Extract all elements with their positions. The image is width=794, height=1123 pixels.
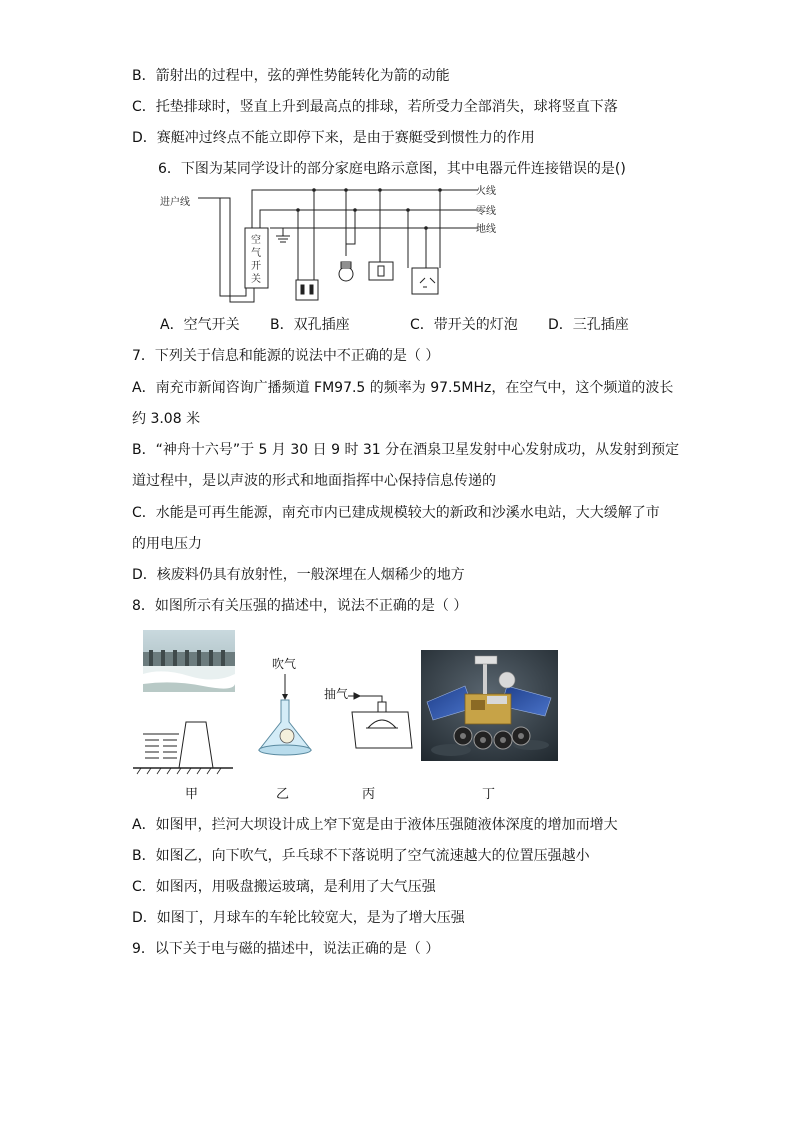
q6-stem: 6．下图为某同学设计的部分家庭电路示意图，其中电器元件连接错误的是() bbox=[158, 161, 626, 177]
q8-option-c: C．如图丙，用吸盘搬运玻璃，是利用了大气压强 bbox=[132, 879, 436, 895]
air-switch-char-3: 开 bbox=[251, 261, 261, 272]
q6-option-d: D．三孔插座 bbox=[548, 317, 629, 333]
q8-stem: 8．如图所示有关压强的描述中，说法不正确的是（ ） bbox=[132, 598, 468, 614]
q7-option-c-line2: 的用电压力 bbox=[132, 536, 202, 552]
q5-option-b: B．箭射出的过程中，弦的弹性势能转化为箭的动能 bbox=[132, 68, 450, 84]
blow-label: 吹气 bbox=[272, 657, 297, 671]
suction-cup-diagram bbox=[348, 682, 418, 752]
neutral-wire-label: 零线 bbox=[476, 206, 496, 217]
q7-option-b-line1: B．“神舟十六号”于 5 月 30 日 9 时 31 分在酒泉卫星发射中心发射成功，从发射到预定 bbox=[132, 442, 680, 458]
q7-option-a-line1: A．南充市新闻咨询广播频道 FM97.5 的频率为 97.5MHz，在空气中，这个频道的波长 bbox=[132, 380, 674, 396]
caption-ding: 丁 bbox=[482, 787, 496, 802]
q5-option-c: C．托垫排球时，竖直上升到最高点的排球，若所受力全部消失，球将竖直下落 bbox=[132, 99, 618, 115]
q6-option-a: A．空气开关 bbox=[160, 317, 240, 333]
ground-wire-label: 地线 bbox=[476, 224, 496, 235]
lunar-rover-photo bbox=[421, 650, 558, 761]
caption-jia: 甲 bbox=[185, 787, 199, 802]
q7-option-b-line2: 道过程中，是以声波的形式和地面指挥中心保持信息传递的 bbox=[132, 473, 496, 489]
circuit-diagram bbox=[150, 184, 510, 314]
dam-diagram bbox=[133, 712, 233, 772]
q8-option-a: A．如图甲，拦河大坝设计成上窄下宽是由于液体压强随液体深度的增加而增大 bbox=[132, 817, 618, 833]
q7-option-d: D．核废料仍具有放射性，一般深埋在人烟稀少的地方 bbox=[132, 567, 465, 583]
q8-option-b: B．如图乙，向下吹气，乒乓球不下落说明了空气流速越大的位置压强越小 bbox=[132, 848, 590, 864]
caption-yi: 乙 bbox=[276, 787, 290, 802]
q5-option-d: D．赛艇冲过终点不能立即停下来，是由于赛艇受到惯性力的作用 bbox=[132, 130, 535, 146]
dam-photo bbox=[143, 630, 235, 692]
q9-stem: 9．以下关于电与磁的描述中，说法正确的是（ ） bbox=[132, 941, 440, 957]
air-switch-char-4: 关 bbox=[251, 274, 261, 285]
q8-option-d: D．如图丁，月球车的车轮比较宽大，是为了增大压强 bbox=[132, 910, 465, 926]
q6-option-b: B．双孔插座 bbox=[270, 317, 350, 333]
pump-label: 抽气 bbox=[324, 687, 349, 701]
entry-line-label: 进户线 bbox=[160, 197, 190, 208]
q7-option-a-line2: 约 3.08 米 bbox=[132, 411, 201, 427]
air-switch-char-1: 空 bbox=[251, 235, 261, 246]
q7-option-c-line1: C．水能是可再生能源，南充市内已建成规模较大的新政和沙溪水电站，大大缓解了市 bbox=[132, 505, 660, 521]
funnel-diagram bbox=[255, 670, 315, 760]
live-wire-label: 火线 bbox=[476, 186, 496, 197]
q7-stem: 7．下列关于信息和能源的说法中不正确的是（ ） bbox=[132, 348, 440, 364]
caption-bing: 丙 bbox=[362, 787, 376, 802]
q6-option-c: C．带开关的灯泡 bbox=[410, 317, 518, 333]
air-switch-char-2: 气 bbox=[251, 248, 261, 259]
